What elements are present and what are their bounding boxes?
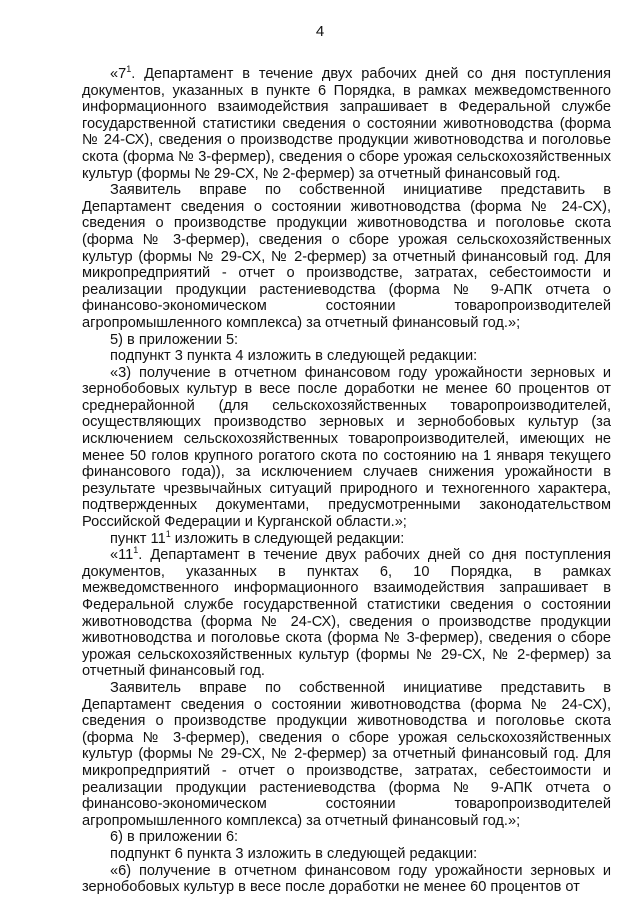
document-body — [82, 66, 611, 896]
paragraph-subpoint-6-point-3: подпункт 6 пункта 3 изложить в следующей редакции: — [110, 845, 478, 862]
paragraph-point-11-1-intro: пункт $11^1$ изложить в следующей редакции: — [110, 528, 405, 547]
paragraph-applicant-right-1: Заявитель вправе по собственной инициативе представить в Департамент сведения о состоянии животноводства (форма № 24-СХ), сведения о производстве продукции животноводства и поголовье скота (форма № 3-фермер), сведения о сборе урожая сельскохозяйственных культур (формы № 29-СХ, № 2-фермер) за отчетный финансовый год. Для микропредприятий - отчет о производстве, затратах, себестоимости и реализации продукции растениеводства (форма № 9-АПК отчета о финансово-экономическом состоянии товаропроизводителей агропромышленного комплекса) за отчетный финансовый год.»; — [82, 182, 611, 331]
paragraph-subpoint-3-text: «3) получение в отчетном финансовом году урожайности зерновых и зернобобовых культур в весе после доработки не менее 60 процентов от среднерайонной (для сельскохозяйственных товаропроизводителей, осуществляющих производство зерновых и зернобобовых культур (за исключением сельскохозяйственных товаропроизводителей, имеющих не менее 50 голов крупного рогатого скота по состоянию на 1 января текущего финансового года)), за исключением случаев снижения урожайности в результате чрезвычайных ситуаций природного и техногенного характера, подтвержденных документами, предусмотренными законодательством Российской Федерации и Курганской области.»; — [82, 364, 611, 531]
paragraph-appendix-5: 5) в приложении 5: — [110, 331, 239, 348]
paragraph-7-1: «$7^1$. Департамент в течение двух рабочих дней со дня поступления документов, указанных в пункте 6 Порядка, в рамках межведомственного информационного взаимодействия запрашивает в Федеральной службе государственной статистики сведения о состоянии животноводства (форма № 24-СХ), сведения о производстве продукции животноводства и поголовье скота (форма № 3-фермер), сведения о сборе урожая сельскохозяйственных культур (формы № 29-СХ, № 2-фермер) за отчетный финансовый год. — [82, 64, 611, 182]
page-number: 4 — [315, 23, 325, 40]
paragraph-subpoint-3-point-4: подпункт 3 пункта 4 изложить в следующей редакции: — [110, 348, 478, 365]
paragraph-appendix-6: 6) в приложении 6: — [110, 829, 239, 846]
paragraph-11-1: «$11^1$. Департамент в течение двух рабочих дней со дня поступления документов, указанных в пунктах 6, 10 Порядка, в рамках межведомственного информационного взаимодействия запрашивает в Федеральной службе государственной статистики сведения о состоянии животноводства (форма № 24-СХ), сведения о производстве продукции животноводства и поголовье скота (форма № 3-фермер), сведения о сборе урожая сельскохозяйственных культур (формы № 29-СХ, № 2-фермер) за отчетный финансовый год. — [82, 545, 611, 680]
paragraph-subpoint-6-text: «6) получение в отчетном финансовом году урожайности зерновых и зернобобовых культур в весе после доработки не менее 60 процентов от — [82, 862, 611, 896]
paragraph-applicant-right-2: Заявитель вправе по собственной инициативе представить в Департамент сведения о состоянии животноводства (форма № 24-СХ), сведения о производстве продукции животноводства и поголовье скота (форма № 3-фермер), сведения о сборе урожая сельскохозяйственных культур (формы № 29-СХ, № 2-фермер) за отчетный финансовый год. Для микропредприятий - отчет о производстве, затратах, себестоимости и реализации продукции растениеводства (форма № 9-АПК отчета о финансово-экономическом состоянии товаропроизводителей агропромышленного комплекса) за отчетный финансовый год.»; — [82, 679, 611, 829]
